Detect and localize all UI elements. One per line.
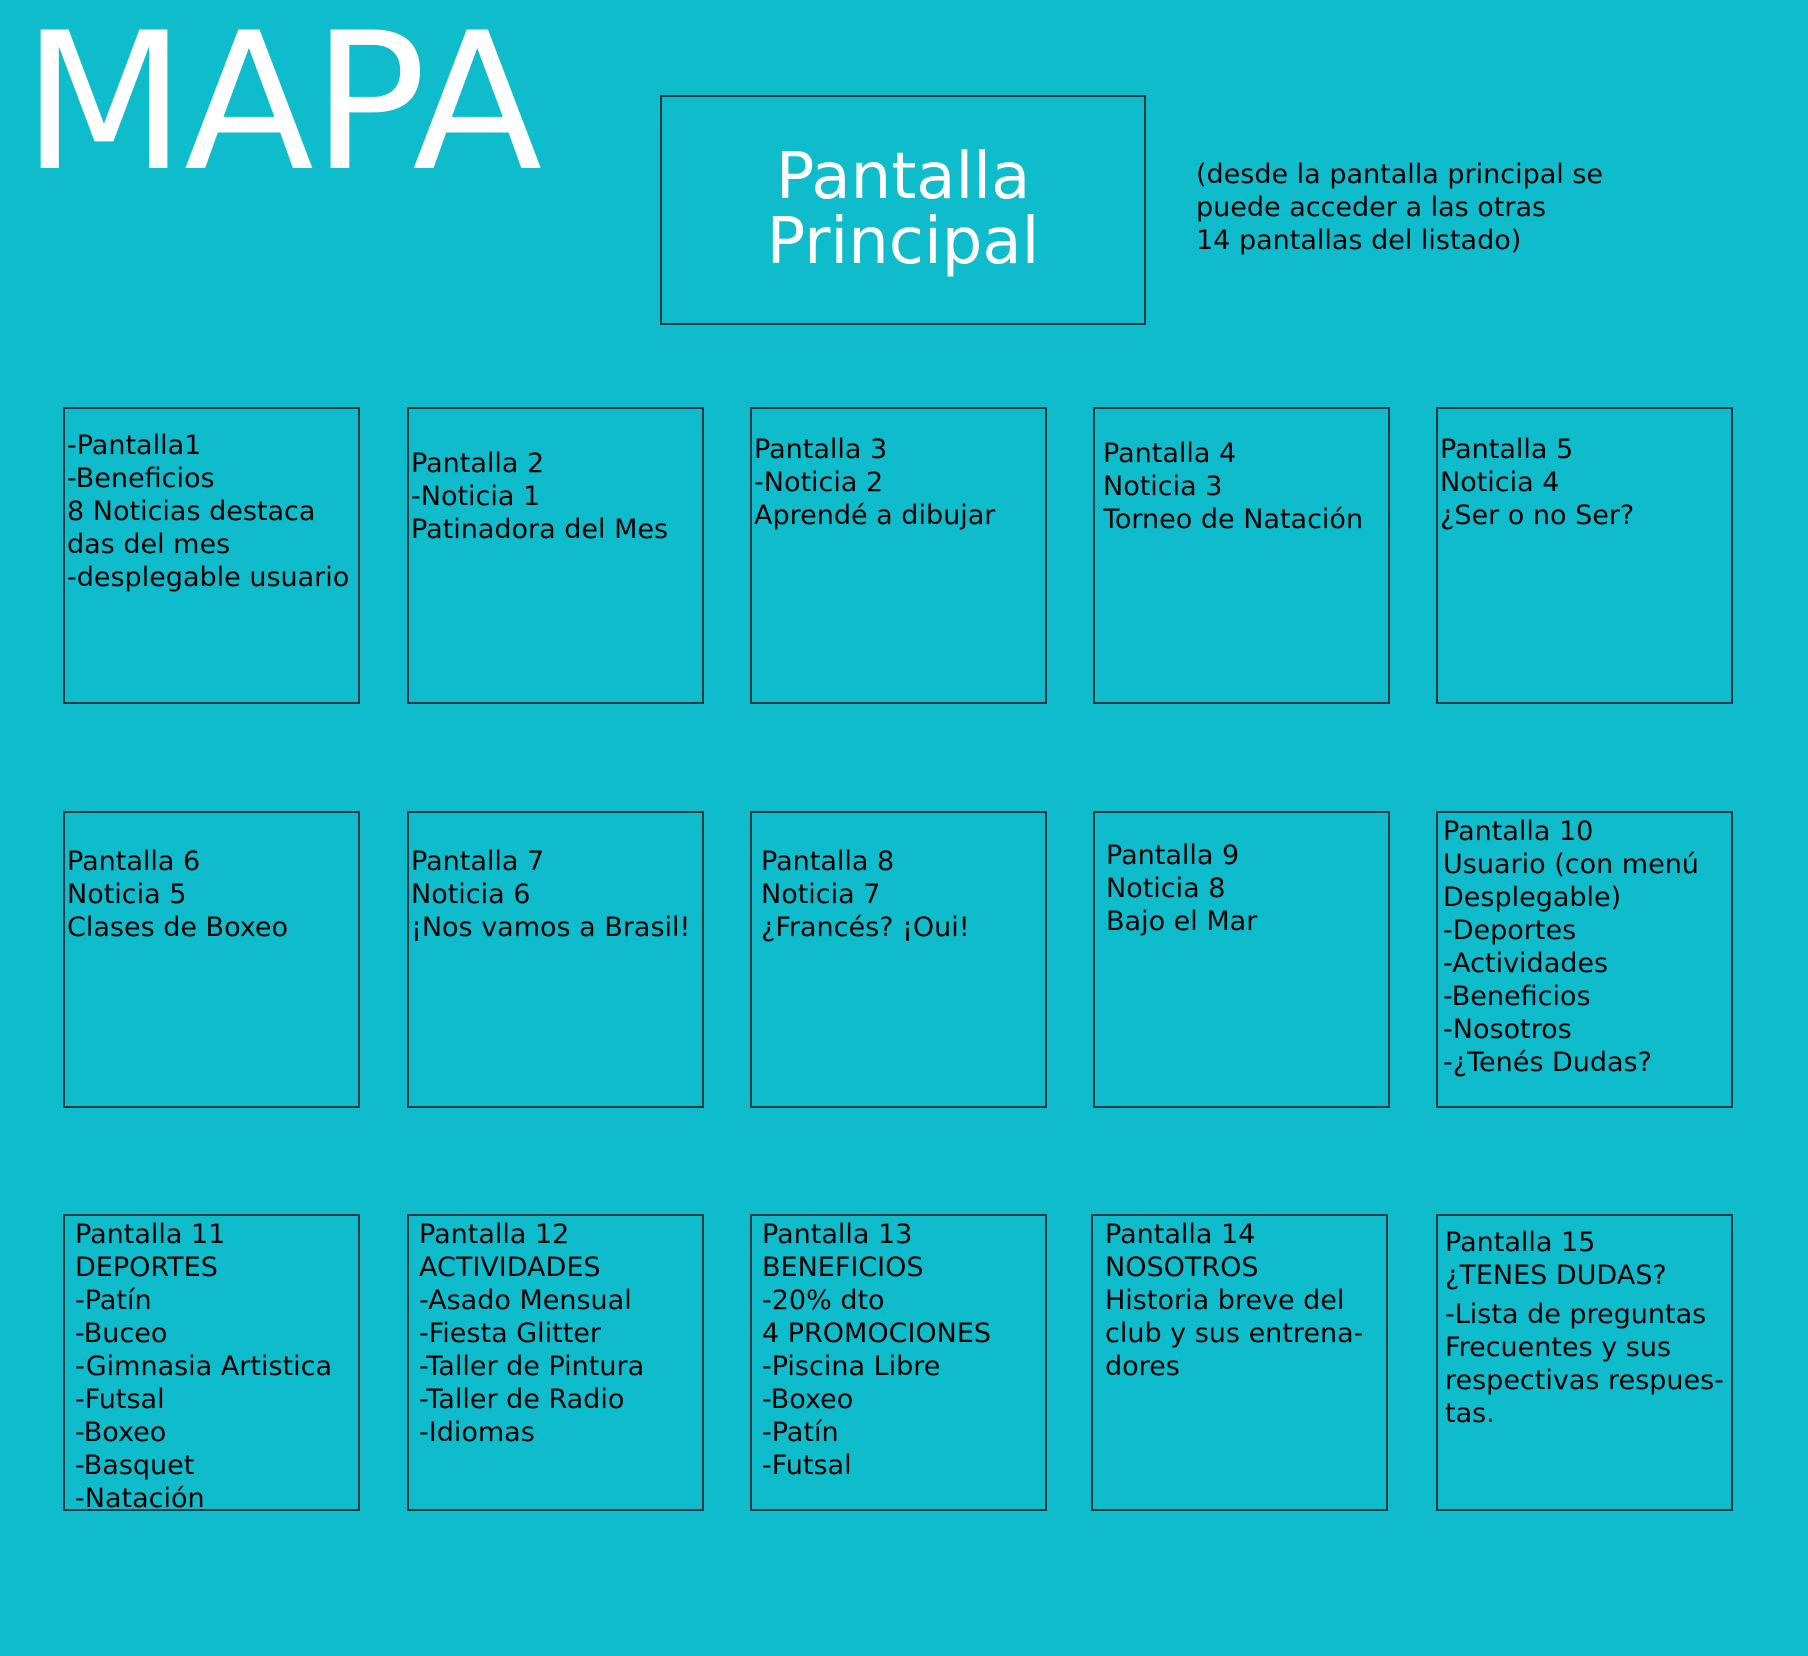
screen-4-line-3: Torneo de Natación (1103, 504, 1364, 535)
screen-13-line-5: -Piscina Libre (762, 1351, 941, 1382)
screen-15-line-1: Pantalla 15 (1445, 1227, 1596, 1258)
screen-1-line-2: -Beneficios (67, 463, 215, 494)
screen-1-line-1: -Pantalla1 (67, 430, 202, 461)
screen-9-line-1: Pantalla 9 (1106, 840, 1240, 871)
navigation-note (1196, 158, 1603, 257)
screen-15-line-4: Frecuentes y sus (1445, 1332, 1672, 1363)
navigation-note-line2: puede acceder a las otras (1196, 192, 1547, 223)
screen-15-line-3: -Lista de preguntas (1445, 1299, 1707, 1330)
screen-6-line-1: Pantalla 6 (67, 846, 201, 877)
screen-1-line-4: das del mes (67, 529, 231, 560)
screen-1-line-5: -desplegable usuario (67, 562, 350, 593)
screen-card-3 (750, 407, 1047, 704)
screen-11-line-1: Pantalla 11 (75, 1219, 226, 1250)
screen-11-line-4: -Buceo (75, 1318, 168, 1349)
navigation-note-line3: 14 pantallas del listado) (1196, 225, 1522, 256)
screen-15-line-5: respectivas respues- (1445, 1365, 1724, 1396)
screen-card-10 (1436, 811, 1733, 1108)
screen-12-line-4: -Fiesta Glitter (419, 1318, 602, 1349)
screen-3-line-1: Pantalla 3 (754, 434, 888, 465)
screen-14-line-4: club y sus entrena- (1105, 1318, 1364, 1349)
screen-11-line-7: -Boxeo (75, 1417, 167, 1448)
screen-5-line-1: Pantalla 5 (1440, 434, 1574, 465)
main-screen-label-line2: Principal (766, 205, 1040, 279)
screen-10-line-5: -Actividades (1443, 948, 1609, 979)
screen-6-line-2: Noticia 5 (67, 879, 187, 910)
screen-9-line-3: Bajo el Mar (1106, 906, 1258, 937)
screen-card-8 (750, 811, 1047, 1108)
screen-10-line-4: -Deportes (1443, 915, 1577, 946)
screen-11-line-8: -Basquet (75, 1450, 195, 1481)
screen-7-line-3: ¡Nos vamos a Brasil! (411, 912, 691, 943)
screen-7-line-2: Noticia 6 (411, 879, 531, 910)
screen-card-15 (1436, 1214, 1733, 1511)
screen-6-line-3: Clases de Boxeo (67, 912, 289, 943)
screen-card-14 (1091, 1214, 1388, 1511)
screen-card-4 (1093, 407, 1390, 704)
screen-13-line-7: -Patín (762, 1417, 839, 1448)
screen-8-line-1: Pantalla 8 (761, 846, 895, 877)
screen-14-line-5: dores (1105, 1351, 1180, 1382)
screen-10-line-1: Pantalla 10 (1443, 816, 1594, 847)
main-screen-label-line1: Pantalla (775, 139, 1031, 214)
screen-3-line-2: -Noticia 2 (754, 467, 884, 498)
map-title: MAPA (22, 0, 541, 213)
screen-10-line-2: Usuario (con menú (1443, 849, 1699, 880)
screen-3-line-3: Aprendé a dibujar (754, 500, 996, 531)
screen-card-12 (407, 1214, 704, 1511)
screen-13-line-4: 4 PROMOCIONES (762, 1318, 992, 1349)
screen-14-line-3: Historia breve del (1105, 1285, 1345, 1316)
screen-7-line-1: Pantalla 7 (411, 846, 545, 877)
main-screen-box (660, 95, 1146, 325)
screen-12-line-5: -Taller de Pintura (419, 1351, 645, 1382)
screen-card-1 (63, 407, 360, 704)
screen-15-line-2: ¿TENES DUDAS? (1445, 1260, 1667, 1291)
screen-card-5 (1436, 407, 1733, 704)
screen-9-line-2: Noticia 8 (1106, 873, 1226, 904)
screen-4-line-1: Pantalla 4 (1103, 438, 1237, 469)
screen-12-line-3: -Asado Mensual (419, 1285, 632, 1316)
screen-card-2 (407, 407, 704, 704)
screen-10-line-7: -Nosotros (1443, 1014, 1572, 1045)
screen-14-line-2: NOSOTROS (1105, 1252, 1259, 1283)
screen-12-line-1: Pantalla 12 (419, 1219, 570, 1250)
navigation-note-line1: (desde la pantalla principal se (1196, 159, 1604, 190)
screen-11-line-3: -Patín (75, 1285, 152, 1316)
screen-11-line-2: DEPORTES (75, 1252, 218, 1283)
screen-5-line-2: Noticia 4 (1440, 467, 1560, 498)
screen-card-6 (63, 811, 360, 1108)
screen-11-line-9: -Natación (75, 1483, 205, 1511)
screen-10-line-8: -¿Tenés Dudas? (1443, 1047, 1652, 1078)
screen-12-line-6: -Taller de Radio (419, 1384, 625, 1415)
screen-8-line-2: Noticia 7 (761, 879, 881, 910)
screen-5-line-3: ¿Ser o no Ser? (1440, 500, 1635, 531)
screen-card-11 (63, 1214, 360, 1511)
screen-2-line-2: -Noticia 1 (411, 481, 541, 512)
screen-13-line-2: BENEFICIOS (762, 1252, 924, 1283)
screen-11-line-5: -Gimnasia Artistica (75, 1351, 333, 1382)
screen-13-line-6: -Boxeo (762, 1384, 854, 1415)
screen-12-line-7: -Idiomas (419, 1417, 535, 1448)
screen-10-line-6: -Beneficios (1443, 981, 1591, 1012)
screen-2-line-3: Patinadora del Mes (411, 514, 669, 545)
screen-card-9 (1093, 811, 1390, 1108)
screen-13-line-1: Pantalla 13 (762, 1219, 913, 1250)
screen-11-line-6: -Futsal (75, 1384, 165, 1415)
screen-2-line-1: Pantalla 2 (411, 448, 545, 479)
screen-13-line-3: -20% dto (762, 1285, 885, 1316)
screen-13-line-8: -Futsal (762, 1450, 852, 1481)
screen-10-line-3: Desplegable) (1443, 882, 1622, 913)
screen-15-line-6: tas. (1445, 1398, 1495, 1429)
screen-card-13 (750, 1214, 1047, 1511)
screen-1-line-3: 8 Noticias destaca (67, 496, 316, 527)
main-screen-label (662, 139, 1144, 279)
screen-4-line-2: Noticia 3 (1103, 471, 1223, 502)
screen-8-line-3: ¿Francés? ¡Oui! (761, 912, 970, 943)
screen-12-line-2: ACTIVIDADES (419, 1252, 601, 1283)
screen-card-7 (407, 811, 704, 1108)
screen-14-line-1: Pantalla 14 (1105, 1219, 1256, 1250)
